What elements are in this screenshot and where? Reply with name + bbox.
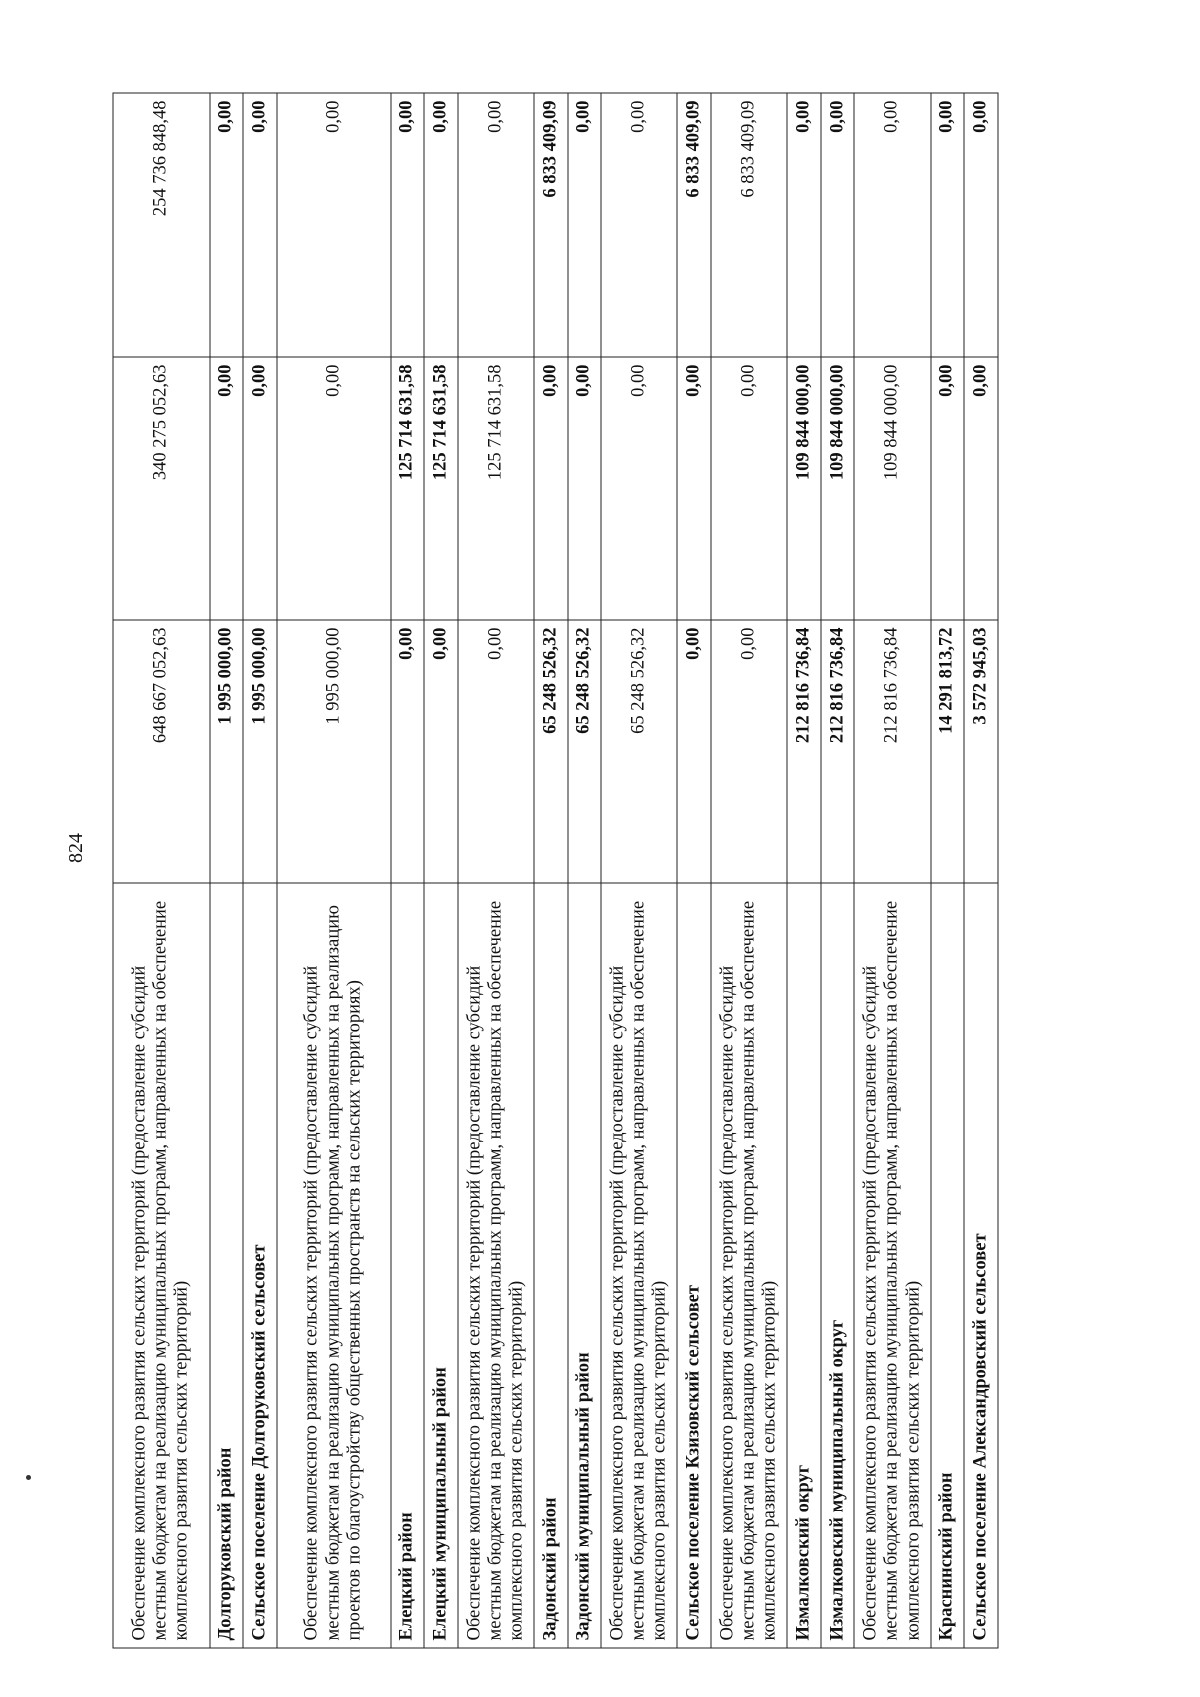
value-cell-1: 0,00 [677, 620, 711, 883]
value-cell-3: 0,00 [854, 93, 930, 357]
value-cell-3: 6 833 409,09 [711, 93, 787, 357]
value-cell-1: 0,00 [424, 620, 458, 883]
table-row [787, 93, 821, 1648]
row-name-cell: Измалковский округ [787, 883, 821, 1648]
table-row [457, 93, 533, 1648]
value-cell-3: 0,00 [276, 93, 390, 357]
value-cell-1: 0,00 [457, 620, 533, 883]
value-cell-1: 1 995 000,00 [209, 620, 243, 883]
row-name-cell: Елецкий район [390, 883, 424, 1648]
value-cell-1: 0,00 [711, 620, 787, 883]
row-name-cell: Обеспечение комплексного развития сельских территорий (предоставление субсидий местным бюджетам на реализацию муниципальных программ, направленных на обеспечение комплексного развития сельских территорий) [457, 883, 533, 1648]
value-cell-3: 0,00 [601, 93, 677, 357]
value-cell-2: 0,00 [964, 357, 998, 620]
value-cell-3: 0,00 [209, 93, 243, 357]
value-cell-1: 212 816 736,84 [854, 620, 930, 883]
table-wrapper [112, 93, 998, 1648]
value-cell-1: 212 816 736,84 [820, 620, 854, 883]
row-name-cell: Измалковский муниципальный округ [820, 883, 854, 1648]
value-cell-1: 648 667 052,63 [113, 620, 210, 883]
value-cell-1: 212 816 736,84 [787, 620, 821, 883]
value-cell-2: 109 844 000,00 [820, 357, 854, 620]
value-cell-2: 125 714 631,58 [457, 357, 533, 620]
table-row [424, 93, 458, 1648]
table-row [534, 93, 568, 1648]
row-name-cell: Долгоруковский район [209, 883, 243, 1648]
value-cell-3: 0,00 [390, 93, 424, 357]
value-cell-3: 0,00 [930, 93, 964, 357]
value-cell-2: 0,00 [243, 357, 277, 620]
rotated-table-area [112, 93, 998, 1648]
row-name-cell: Обеспечение комплексного развития сельских территорий (предоставление субсидий местным бюджетам на реализацию муниципальных программ, направленных на обеспечение комплексного развития сельских территорий) [113, 883, 210, 1648]
table-row [390, 93, 424, 1648]
row-name-cell: Задонский район [534, 883, 568, 1648]
table-row [854, 93, 930, 1648]
table-row [601, 93, 677, 1648]
table-row [964, 93, 998, 1648]
row-name-cell: Елецкий муниципальный район [424, 883, 458, 1648]
value-cell-2: 125 714 631,58 [424, 357, 458, 620]
row-name-cell: Обеспечение комплексного развития сельских территорий (предоставление субсидий местным бюджетам на реализацию муниципальных программ, направленных на реализацию проектов по благоустройству общественных пространств на сельских территориях) [276, 883, 390, 1648]
table-row [209, 93, 243, 1648]
value-cell-1: 1 995 000,00 [276, 620, 390, 883]
value-cell-2: 0,00 [677, 357, 711, 620]
row-name-cell: Краснинский район [930, 883, 964, 1648]
value-cell-2: 0,00 [601, 357, 677, 620]
value-cell-2: 0,00 [209, 357, 243, 620]
value-cell-2: 0,00 [534, 357, 568, 620]
table-row [113, 93, 210, 1648]
value-cell-1: 65 248 526,32 [534, 620, 568, 883]
scan-speck [26, 1475, 31, 1480]
value-cell-3: 0,00 [820, 93, 854, 357]
value-cell-2: 0,00 [930, 357, 964, 620]
value-cell-3: 0,00 [964, 93, 998, 357]
value-cell-2: 109 844 000,00 [854, 357, 930, 620]
value-cell-3: 0,00 [567, 93, 601, 357]
table-row [930, 93, 964, 1648]
row-name-cell: Сельское поселение Кзизовский сельсовет [677, 883, 711, 1648]
value-cell-1: 1 995 000,00 [243, 620, 277, 883]
value-cell-3: 0,00 [243, 93, 277, 357]
value-cell-3: 6 833 409,09 [534, 93, 568, 357]
value-cell-3: 254 736 848,48 [113, 93, 210, 357]
value-cell-2: 125 714 631,58 [390, 357, 424, 620]
row-name-cell: Обеспечение комплексного развития сельских территорий (предоставление субсидий местным бюджетам на реализацию муниципальных программ, направленных на обеспечение комплексного развития сельских территорий) [711, 883, 787, 1648]
row-name-cell: Сельское поселение Долгоруковский сельсовет [243, 883, 277, 1648]
value-cell-1: 3 572 945,03 [964, 620, 998, 883]
row-name-cell: Обеспечение комплексного развития сельских территорий (предоставление субсидий местным бюджетам на реализацию муниципальных программ, направленных на обеспечение комплексного развития сельских территорий) [601, 883, 677, 1648]
row-name-cell: Сельское поселение Александровский сельсовет [964, 883, 998, 1648]
value-cell-2: 340 275 052,63 [113, 357, 210, 620]
row-name-cell: Задонский муниципальный район [567, 883, 601, 1648]
page-number: 824 [65, 833, 87, 863]
value-cell-3: 6 833 409,09 [677, 93, 711, 357]
budget-table [112, 92, 998, 1648]
table-row [276, 93, 390, 1648]
value-cell-2: 0,00 [276, 357, 390, 620]
table-row [243, 93, 277, 1648]
value-cell-2: 0,00 [711, 357, 787, 620]
value-cell-1: 14 291 813,72 [930, 620, 964, 883]
value-cell-2: 109 844 000,00 [787, 357, 821, 620]
table-row [820, 93, 854, 1648]
value-cell-3: 0,00 [424, 93, 458, 357]
value-cell-3: 0,00 [457, 93, 533, 357]
value-cell-1: 0,00 [390, 620, 424, 883]
table-row [677, 93, 711, 1648]
value-cell-3: 0,00 [787, 93, 821, 357]
table-row [567, 93, 601, 1648]
value-cell-2: 0,00 [567, 357, 601, 620]
value-cell-1: 65 248 526,32 [601, 620, 677, 883]
value-cell-1: 65 248 526,32 [567, 620, 601, 883]
row-name-cell: Обеспечение комплексного развития сельских территорий (предоставление субсидий местным бюджетам на реализацию муниципальных программ, направленных на обеспечение комплексного развития сельских территорий) [854, 883, 930, 1648]
table-row [711, 93, 787, 1648]
